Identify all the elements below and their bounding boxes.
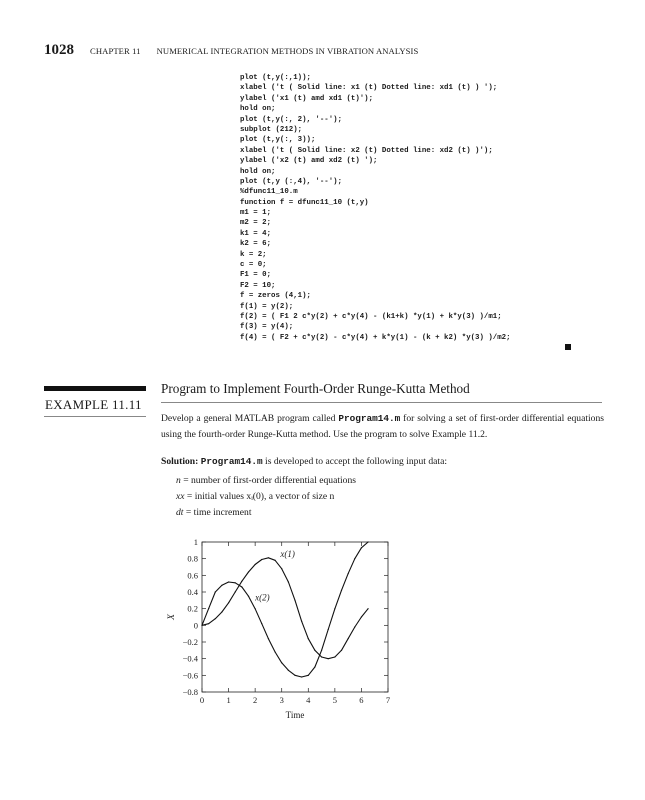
- x-axis-label: Time: [285, 710, 305, 720]
- series-1-point: [367, 541, 368, 542]
- series-2-point: [228, 602, 229, 603]
- end-of-example-mark: [565, 344, 571, 350]
- code-listing: [240, 73, 511, 343]
- code-line: f(3) = y(4);: [240, 323, 294, 332]
- code-line: ylabel ('x2 (t) amd xd2 (t) ');: [240, 157, 378, 166]
- series-2-point: [274, 560, 275, 561]
- series-2-point: [248, 571, 249, 572]
- code-line: f(4) = ( F2 + c*y(2) - c*y(4) + k*y(1) - (k + k2) *y(3) )/m2;: [240, 333, 511, 342]
- x-tick-label: 4: [306, 695, 311, 705]
- series-line-2: [202, 558, 368, 659]
- series-2-point: [208, 623, 209, 624]
- series-1-point: [221, 585, 222, 586]
- series-line-1: [202, 542, 368, 677]
- series-1-point: [208, 608, 209, 609]
- solution-line: [161, 456, 447, 467]
- code-line: xlabel ('t ( Solid line: x2 (t) Dotted line: xd2 (t) )');: [240, 146, 493, 155]
- code-line: plot (t,y (:,4), '--');: [240, 177, 343, 186]
- series-1-point: [361, 547, 362, 548]
- code-line: plot (t,y(:, 3));: [240, 136, 316, 145]
- code-line: hold on;: [240, 105, 276, 114]
- series-1-point: [235, 582, 236, 583]
- example-bar: [44, 386, 146, 391]
- y-tick-label: 1: [193, 537, 198, 547]
- page-number: 1028: [44, 42, 74, 58]
- series-1-point: [241, 586, 242, 587]
- series-2-point: [261, 559, 262, 560]
- code-line: k = 2;: [240, 250, 267, 259]
- series-2-point: [221, 611, 222, 612]
- series-1-point: [314, 666, 315, 667]
- series-1-point: [301, 676, 302, 677]
- x-tick-label: 2: [253, 695, 258, 705]
- code-line: function f = dfunc11_10 (t,y): [240, 198, 369, 207]
- input-list: [176, 473, 356, 521]
- series-1-point: [321, 650, 322, 651]
- code-line: xlabel ('t ( Solid line: x1 (t) Dotted line: xd1 (t) ) ');: [240, 84, 498, 93]
- input-definition: [176, 505, 356, 521]
- solution-label: Solution:: [161, 456, 199, 467]
- series-2-point: [334, 656, 335, 657]
- series-2-point: [241, 581, 242, 582]
- series-2-point: [308, 638, 309, 639]
- x-tick-label: 0: [199, 695, 205, 705]
- series-2-point: [321, 656, 322, 657]
- input-description: = time increment: [183, 507, 252, 518]
- series-2-point: [294, 600, 295, 601]
- code-line: subplot (212);: [240, 125, 303, 134]
- series-1-point: [354, 558, 355, 559]
- x-tick-label: 6: [359, 695, 364, 705]
- series-1-point: [274, 651, 275, 652]
- code-line: hold on;: [240, 167, 276, 176]
- code-line: plot (t,y(:,1));: [240, 74, 311, 82]
- program-name: Program14.m: [338, 413, 401, 424]
- annotation-x1: x(1): [280, 549, 295, 559]
- input-definition: [176, 473, 356, 489]
- series-2-point: [341, 650, 342, 651]
- input-description: = initial values xᵢ(0), a vector of size n: [184, 491, 335, 502]
- series-1-point: [288, 670, 289, 671]
- solution-text: is developed to accept the following input data:: [262, 456, 447, 467]
- series-2-point: [367, 608, 368, 609]
- series-2-point: [328, 658, 329, 659]
- series-1-point: [248, 596, 249, 597]
- chapter-label: CHAPTER 11: [90, 46, 141, 56]
- x-tick-label: 5: [332, 695, 337, 705]
- series-2-point: [354, 626, 355, 627]
- series-1-point: [348, 573, 349, 574]
- problem-statement: [161, 411, 604, 442]
- input-description: = number of first-order differential equations: [180, 475, 356, 486]
- y-tick-label: 0.4: [187, 587, 198, 597]
- solution-program: Program14.m: [200, 456, 263, 467]
- example-label: EXAMPLE 11.11: [45, 397, 142, 412]
- input-definition: [176, 489, 356, 505]
- example-title: Program to Implement Fourth-Order Runge-Kutta Method: [161, 381, 470, 396]
- series-2-point: [288, 581, 289, 582]
- series-1-point: [281, 662, 282, 663]
- annotation-x2: x(2): [255, 592, 270, 603]
- code-line: m2 = 2;: [240, 219, 272, 228]
- y-tick-label: 0: [193, 620, 198, 631]
- series-1-point: [294, 675, 295, 676]
- y-tick-label: −0.2: [182, 637, 198, 647]
- series-1-point: [228, 581, 229, 582]
- series-1-point: [255, 608, 256, 609]
- code-line: f(2) = ( F1 2 c*y(2) + c*y(4) - (k1+k) *y(1) + k*y(3) )/m1;: [240, 312, 502, 321]
- series-2-point: [281, 568, 282, 569]
- series-2-point: [201, 625, 202, 626]
- page-header: [44, 41, 418, 59]
- y-tick-label: 0.6: [187, 570, 198, 581]
- x-tick-label: 3: [279, 695, 284, 705]
- series-2-point: [361, 616, 362, 617]
- series-2-point: [314, 650, 315, 651]
- plot-frame: [202, 542, 388, 692]
- series-1-point: [261, 623, 262, 624]
- title-rule: [161, 402, 602, 403]
- series-2-point: [268, 557, 269, 558]
- series-1-point: [328, 629, 329, 630]
- x-tick-label: 7: [385, 695, 391, 705]
- y-tick-label: 0.2: [187, 603, 198, 614]
- code-line: F2 = 10;: [240, 281, 276, 290]
- problem-text-end: for solving a set of first-order differential equations using the fourth-order Runge-Kutta method. Use the program to solve Example 11.2.: [161, 413, 604, 440]
- code-line: f = zeros (4,1);: [240, 292, 311, 301]
- code-line: F1 = 0;: [240, 271, 272, 280]
- chapter-title: NUMERICAL INTEGRATION METHODS IN VIBRATION ANALYSIS: [156, 46, 419, 56]
- code-line: c = 0;: [240, 261, 267, 270]
- y-tick-label: 0.8: [187, 553, 198, 564]
- code-line: %dfunc11_10.m: [240, 188, 298, 197]
- input-symbol: xx: [176, 491, 185, 502]
- series-1-point: [334, 608, 335, 609]
- series-2-point: [235, 591, 236, 592]
- series-1-point: [268, 638, 269, 639]
- example-rule: [44, 416, 146, 417]
- code-line: ylabel ('x1 (t) amd xd1 (t)');: [240, 94, 374, 103]
- problem-text-start: Develop a general MATLAB program called: [161, 413, 339, 424]
- y-tick-label: −0.4: [182, 653, 198, 664]
- series-2-point: [215, 618, 216, 619]
- code-line: m1 = 1;: [240, 209, 272, 218]
- series-1-point: [215, 591, 216, 592]
- x-tick-label: 1: [226, 695, 231, 705]
- response-chart: [160, 532, 400, 722]
- y-tick-label: −0.8: [182, 687, 198, 697]
- y-axis-label: X: [167, 614, 177, 620]
- series-2-point: [255, 564, 256, 565]
- input-symbol: n: [176, 475, 181, 486]
- series-1-point: [308, 675, 309, 676]
- input-symbol: dt: [176, 507, 184, 518]
- code-line: f(1) = y(2);: [240, 302, 294, 311]
- code-line: plot (t,y(:, 2), '--');: [240, 115, 343, 124]
- y-tick-label: −0.6: [182, 670, 198, 681]
- code-line: k2 = 6;: [240, 240, 272, 249]
- series-2-point: [301, 621, 302, 622]
- code-line: k1 = 4;: [240, 229, 272, 238]
- series-1-point: [341, 590, 342, 591]
- series-2-point: [348, 638, 349, 639]
